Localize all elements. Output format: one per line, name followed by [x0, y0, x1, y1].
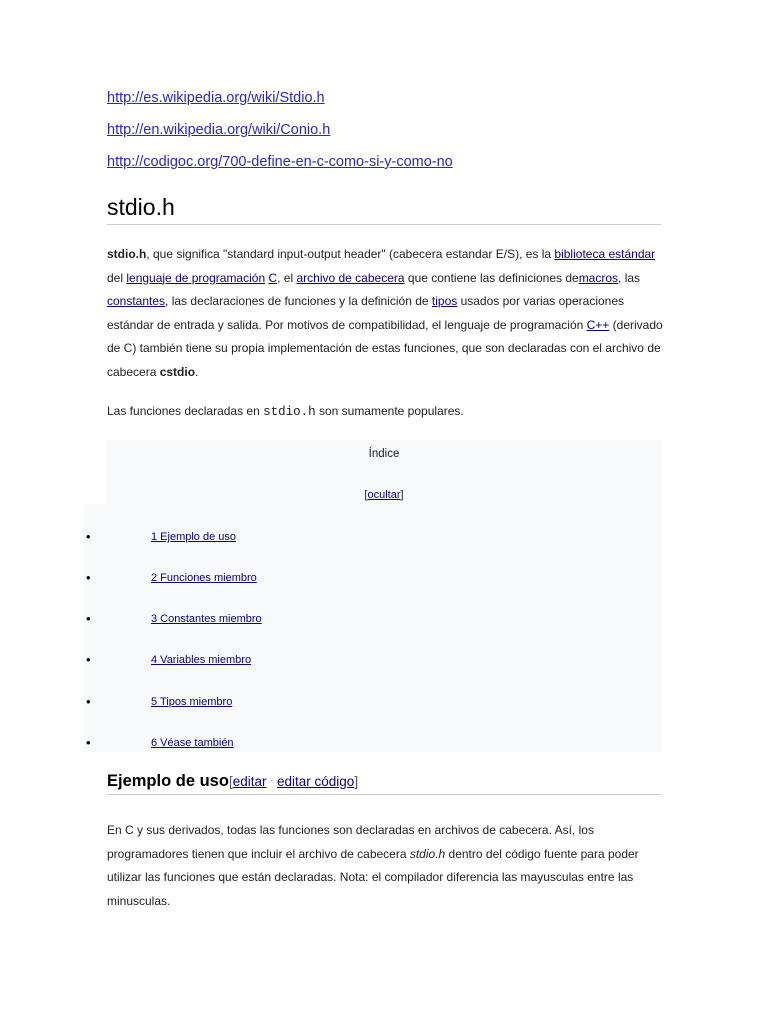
external-link-conio-en[interactable]: http://en.wikipedia.org/wiki/Conio.h — [107, 122, 331, 138]
link-biblioteca-estandar[interactable]: biblioteca estándar — [554, 247, 656, 261]
toc-toggle — [107, 489, 661, 501]
toc-item — [84, 529, 661, 549]
link-lenguaje-programacion[interactable]: lenguaje de programación — [126, 270, 266, 285]
bracket: [ — [364, 489, 368, 501]
link-tipos[interactable]: tipos — [431, 294, 458, 308]
external-link-stdio-es[interactable]: http://es.wikipedia.org/wiki/Stdio.h — [107, 90, 325, 106]
separator: · — [270, 775, 274, 785]
popular-text: Las funciones declaradas en — [107, 404, 264, 418]
toc-item — [84, 570, 661, 590]
toc-link-vease[interactable]: 6 Véase también — [151, 737, 234, 749]
example-text: En C y sus derivados, todas las funciones son declaradas en archivos de cabecera. Así, los programadores tienen que incluir el archivo de cabecera — [107, 823, 594, 861]
bracket: ] — [354, 774, 359, 789]
toc-link-ejemplo[interactable]: 1 Ejemplo de uso — [151, 531, 236, 543]
link-c[interactable]: C — [268, 270, 278, 285]
toc-item — [84, 735, 661, 755]
link-constantes[interactable]: constantes — [107, 294, 166, 308]
intro-text: del — [107, 270, 127, 285]
toc-hide-link[interactable]: ocultar — [367, 489, 401, 501]
toc-link-tipos[interactable]: 5 Tipos miembro — [151, 696, 233, 708]
bracket: ] — [400, 489, 404, 501]
code-stdio: stdio.h — [263, 405, 316, 419]
bullet: • — [86, 611, 91, 626]
term-stdio: stdio.h — [107, 247, 147, 261]
bullet: • — [86, 529, 91, 544]
toc-header — [107, 440, 661, 504]
toc-item — [84, 694, 661, 714]
edit-code-link[interactable]: editar código — [277, 774, 355, 789]
bullet: • — [86, 735, 91, 750]
section-heading — [107, 772, 661, 795]
edit-links — [229, 774, 358, 789]
intro-text: , el — [277, 270, 297, 285]
toc-link-variables[interactable]: 4 Variables miembro — [151, 654, 252, 666]
popular-paragraph — [107, 400, 663, 425]
section-title: Ejemplo de uso — [107, 772, 229, 790]
toc-item — [84, 611, 661, 631]
edit-link[interactable]: editar — [232, 774, 267, 789]
bullet: • — [86, 694, 91, 709]
bullet: • — [86, 652, 91, 667]
toc-link-funciones[interactable]: 2 Funciones miembro — [151, 572, 257, 584]
toc-title: Índice — [368, 448, 400, 460]
intro-text: (derivado de C) también tiene su propia implementación de estas funciones, que son declaradas con el archivo de cabecera — [107, 317, 663, 379]
bullet: • — [86, 570, 91, 585]
page-title: stdio.h — [107, 194, 661, 225]
example-paragraph — [107, 819, 663, 913]
intro-text: que contiene las definiciones de — [404, 270, 579, 285]
intro-paragraph — [107, 243, 663, 384]
italic-stdio: stdio.h — [409, 846, 446, 861]
toc-link-constantes[interactable]: 3 Constantes miembro — [151, 613, 262, 625]
intro-text: , que significa "standard input-output header" (cabecera estandar E/S), es la — [146, 247, 555, 261]
external-link-codigoc[interactable]: http://codigoc.org/700-define-en-c-como-si-y-como-no — [107, 154, 453, 170]
term-cstdio: cstdio — [159, 364, 196, 379]
popular-text: son sumamente populares. — [315, 404, 464, 418]
example-text: dentro del código fuente para poder utilizar las funciones que están declaradas. Nota: el compilador diferencia las mayusculas entre las minusculas. — [107, 846, 639, 908]
toc-item — [84, 652, 661, 672]
intro-text: usados por varias operaciones estándar de entrada y salida. Por motivos de compatibilidad, el lenguaje de programación — [107, 294, 625, 332]
bracket: [ — [228, 774, 233, 789]
link-archivo-cabecera[interactable]: archivo de cabecera — [296, 270, 405, 285]
intro-text: , las declaraciones de funciones y la definición de — [165, 294, 432, 308]
link-macros[interactable]: macros — [578, 270, 619, 285]
intro-text: , las — [618, 270, 641, 285]
link-cpp[interactable]: C++ — [586, 317, 610, 332]
intro-text: . — [195, 364, 199, 379]
